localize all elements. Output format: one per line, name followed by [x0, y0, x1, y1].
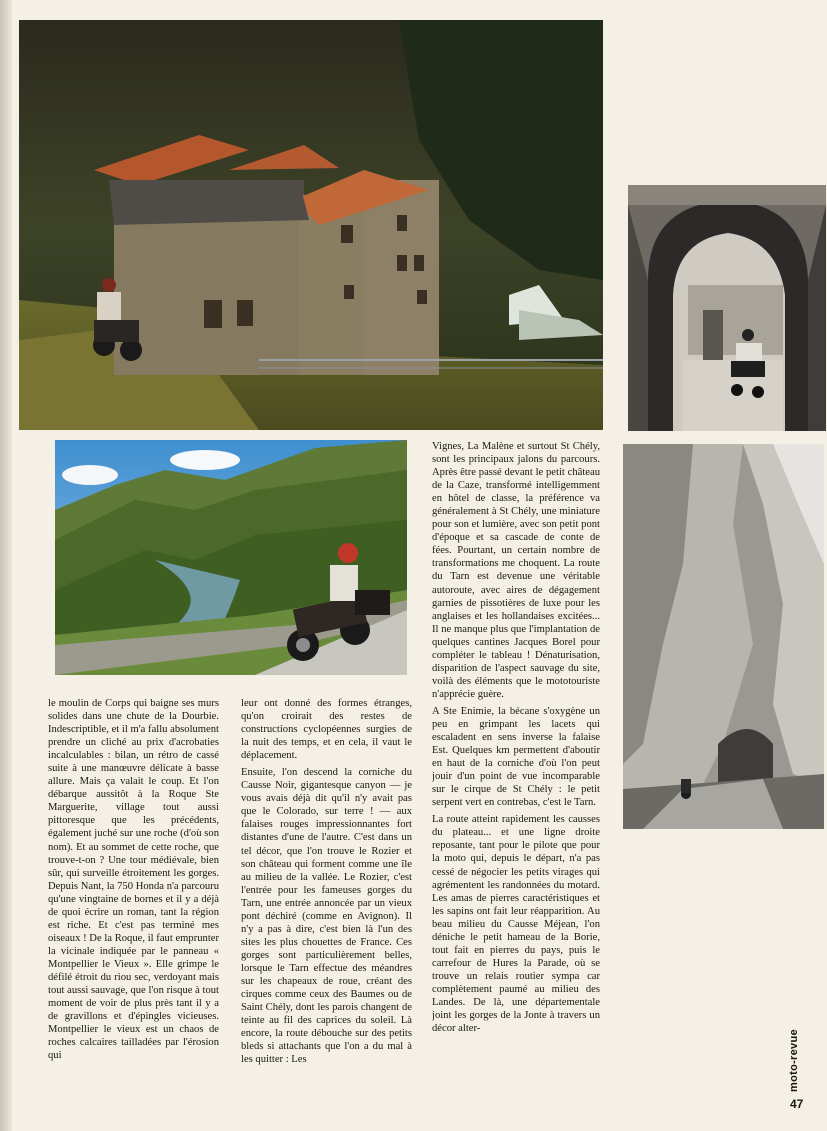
gorge-photo [55, 440, 407, 675]
paragraph: Ensuite, l'on descend la corniche du Causse Noir, gigantesque canyon — je vous avais déjà dit qu'il n'y avait pas que le Colorado, sur terre ! — aux falaises rouges impressionnantes fort distantes d'une de l'autre. C'est dans un tel décor, que l'on trouve le Rozier et son château qui forment comme une île au milieu de la vallée. Le Rozier, c'est l'entrée pour les fameuses gorges du Tarn, une entrée annoncée par un vieux pont déchiré (comme en Avignon). Il n'y a pas à dire, c'est bien là l'un des sites les plus chouettes de France. Ces gorges sont particulièrement belles, lorsque le Tarn effectue des méandres sur les chapeaux de roue, créant des cirques comme ceux des Baumes ou de Saint Chély, dont les parois changent de teinte au fil des caprices du soleil. Là encore, la route débouche sur des petits bleds si attachants que l'on a du mal à les quitter : Les [241, 767, 412, 1066]
mill-photo [19, 20, 603, 430]
magazine-name: moto-revue [788, 1029, 800, 1092]
cliff-road-photo [623, 444, 824, 829]
paragraph: Vignes, La Malène et surtout St Chély, sont les principaux jalons du parcours. Après être passé devant le petit château de la Caze, transformé intelligemment en hôtel de classe, la préférence va généralement à St Chély, une miniature pour son et lumière, avec son petit pont d'époque et sa cascade de conte de fées. Pourtant, un certain nombre de transformations me choquent. La route du Tarn est devenue une véritable autoroute, avec aires de dégagement garnies de pissotières de luxe pour les anglaises et les hollandaises excitées... Il ne manque plus que l'implantation de quelques cantines Jacques Borel pour compléter le tableau ! Dénaturisation, disparition de l'aspect sauvage du site, voilà des éléments que le mototouriste n'apprécie guère. [432, 441, 600, 700]
archway-photo [628, 185, 826, 431]
page-number: 47 [790, 1097, 804, 1111]
paragraph: leur ont donné des formes étranges, qu'on croirait des restes de constructions cyclopéennes surgies de la nuit des temps, et en cela, il vaut le déplacement. [241, 698, 412, 762]
text-column-2 [241, 697, 412, 1103]
text-column-3 [432, 440, 600, 1112]
paragraph: le moulin de Corps qui baigne ses murs solides dans une chute de la Dourbie. Indescriptible, et il m'a fallu absolument prendre un cliché au prix d'acrobaties incalculables : bilan, un rétro de cassé suite à une manœuvre délicate à basse allure. Mais ça valait le coup. Et l'on débarque aussitôt à la Roque Ste Marguerite, village tout aussi pittoresque que les précédents, également juché sur une roche (d'où son nom). Et au sommet de cette roche, que trouve-t-on ? Une tour médiévale, bien sûr, qui surveille étroitement les gorges. Depuis Nant, la 750 Honda n'a parcouru qu'une vingtaine de bornes et il y a déjà de quoi écrire un roman, tant la région est riche. Et c'est pas terminé mes oiseaux ! De la Roque, il faut emprunter la vicinale indiquée par le panneau « Montpellier le Vieux ». Elle grimpe le défilé étroit du riou sec, verdoyant mais tout aussi sauvage, que l'on risque à tout moment de voir de plus près tant il y a de gravillons et d'épingles vicieuses. Montpellier le vieux est un chaos de roches calcaires tailladées par l'érosion qui [48, 698, 219, 1062]
page-edge [0, 0, 12, 1131]
text-column-1 [48, 697, 219, 1103]
paragraph: La route atteint rapidement les causses du plateau... et une ligne droite reposante, tant pour le pilote que pour la moto qui, depuis le départ, n'a pas cessé de négocier les petits virages qui agrémentent les randonnées du motard. Les amas de pierres caractéristiques et les sapins ont fait leur réapparition. Au beau milieu du Causse Méjean, l'on déniche le petit hameau de la Borie, tout fait en pierres du pays, puis le carrefour de Hures la Parade, où se trouve un relais routier sympa car complètement paumé au milieu des Landes. De là, une départementale joint les gorges de la Jonte à travers un décor alter- [432, 814, 600, 1035]
paragraph: A Ste Enimie, la bécane s'oxygène un peu en grimpant les lacets qui escaladent en sens inverse la falaise Est. Quelques km permettent d'aboutir en haut de la corniche d'où l'on peut jouir d'un point de vue incomparable sur le cirque de St Chély : le petit serpent vert en contrebas, c'est le Tarn. [432, 705, 600, 809]
